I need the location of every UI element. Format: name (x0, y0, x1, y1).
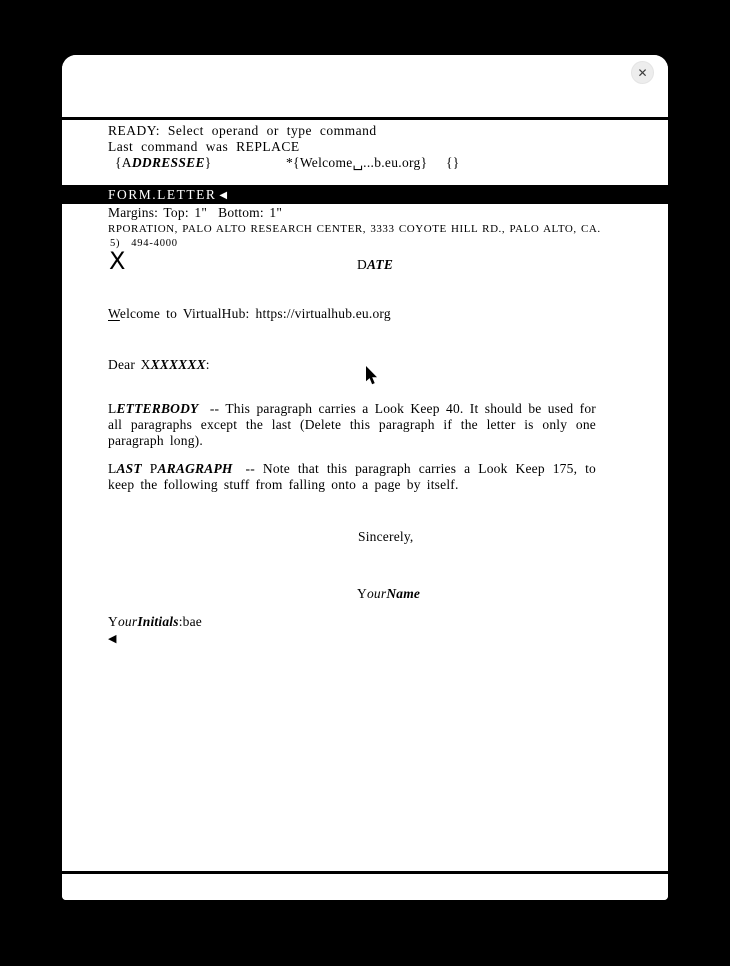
status-last-command-line: Last command was REPLACE (108, 139, 300, 154)
welcome-line: Welcome to VirtualHub: https://virtualhub.eu.org (108, 306, 391, 321)
paragraph-marker-icon: ◀ (219, 190, 228, 201)
editor-window (62, 55, 668, 900)
replacement-text: *{Welcome␣...b.eu.org} (286, 155, 428, 170)
document-canvas[interactable] (62, 204, 668, 871)
letterhead-line1: RPORATION, PALO ALTO RESEARCH CENTER, 3333 COYOTE HILL RD., PALO ALTO, CA. (108, 223, 601, 235)
document-filename: FORM.LETTER (108, 187, 217, 202)
salutation-line: Dear XXXXXXX: (108, 357, 210, 372)
empty-braces: {} (446, 155, 460, 170)
status-ready-line: READY: Select operand or type command (108, 123, 377, 138)
mouse-cursor-icon (365, 366, 378, 387)
status-selection-line (108, 155, 668, 171)
last-paragraph: LAST PARAGRAPH -- Note that this paragraph carries a Look Keep 175, to keep the following stuff from falling onto a page by itself. (108, 461, 596, 492)
status-area (62, 120, 668, 185)
letterbody-paragraph: LETTERBODY -- This paragraph carries a Look Keep 40. It should be used for all paragraphs except the last (Delete this paragraph if the letter is only one paragraph long). (108, 401, 596, 448)
end-of-document-marker-icon: ◀ (108, 632, 117, 645)
window-footer (62, 874, 668, 900)
close-icon: ✕ (637, 65, 648, 80)
letterhead-line2: 5) 494-4000 (110, 238, 178, 249)
signature-x-mark: X (109, 247, 126, 275)
signature-name-field: YourName (357, 586, 421, 601)
date-field: DATE (357, 257, 394, 272)
initials-line: YourInitials:bae (108, 614, 202, 629)
document-title-bar (62, 185, 668, 204)
closing-line: Sincerely, (358, 529, 414, 544)
window-titlebar (62, 55, 668, 117)
close-button[interactable] (631, 61, 654, 84)
addressee-field: {ADDRESSEE} (115, 155, 212, 170)
margins-line: Margins: Top: 1" Bottom: 1" (108, 205, 283, 220)
